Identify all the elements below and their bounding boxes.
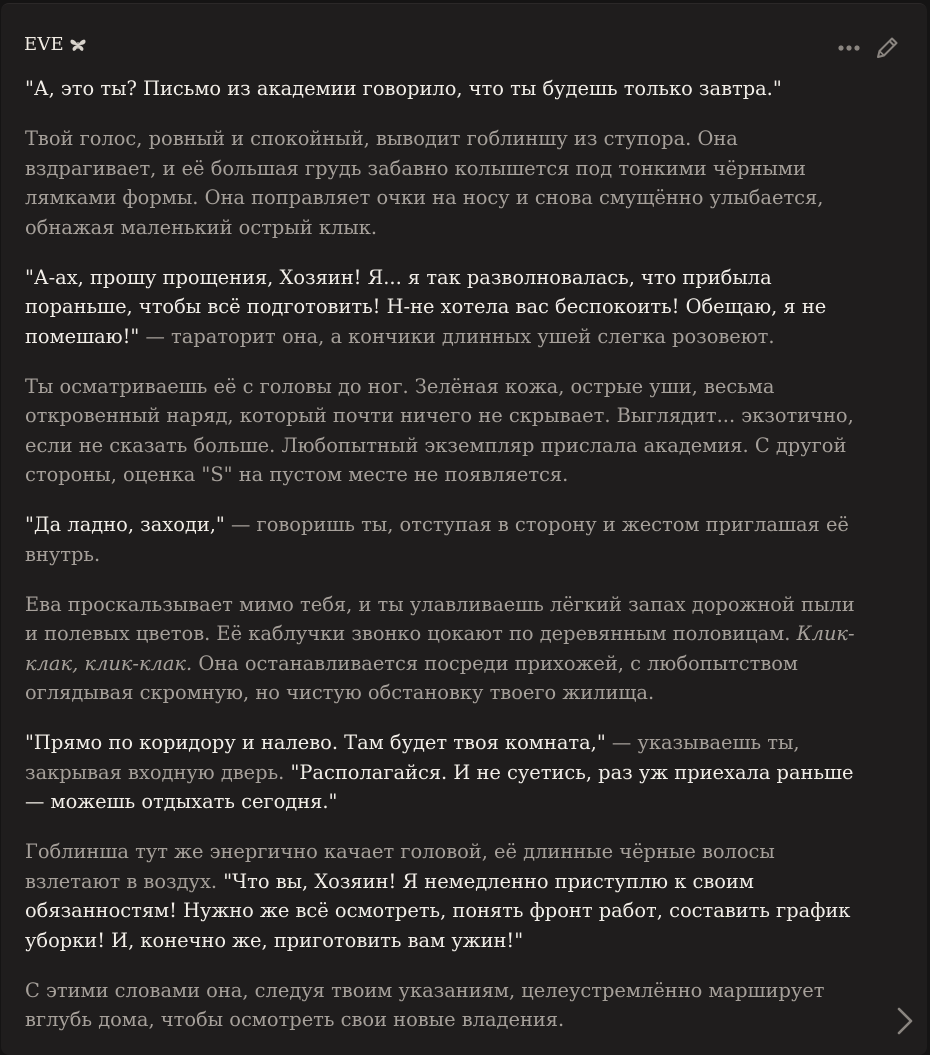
message-card	[1, 3, 927, 1055]
paragraph	[25, 263, 870, 352]
narration-text: Гоблинша тут же энергично качает головой, её длинные чёрные волосы взлетают в воздух.	[25, 840, 775, 893]
narration-text: — тараторит она, а кончики длинных ушей слегка розовеют.	[139, 324, 775, 348]
paragraph	[25, 74, 870, 104]
message-actions	[837, 34, 901, 62]
author-name[interactable]: EVE	[24, 34, 64, 55]
pencil-icon[interactable]	[873, 34, 901, 62]
butterfly-icon	[69, 37, 87, 53]
narration-text: Твой голос, ровный и спокойный, выводит гоблиншу из ступора. Она вздрагивает, и её большая грудь забавно колышется под тонкими чёрными лямками формы. Она поправляет очки на носу и снова смущённо улыбается, обнажая маленький острый клык.	[25, 127, 824, 239]
narration-text: Ты осматриваешь её с головы до ног. Зелёная кожа, острые уши, весьма откровенный наряд, который почти ничего не скрывает. Выглядит... экзотично, если не сказать больше. Любопытный экземпляр прислала академия. С другой стороны, оценка "S" на пустом месте не появляется.	[25, 374, 854, 486]
dialogue-text: "Прямо по коридору и налево. Там будет твоя комната,"	[25, 731, 606, 754]
chevron-right-icon[interactable]	[893, 1004, 917, 1038]
narration-text: С этими словами она, следуя твоим указаниям, целеустремлённо марширует вглубь дома, чтобы осмотреть свои новые владения.	[25, 978, 825, 1031]
paragraph	[25, 728, 870, 817]
paragraph	[25, 590, 870, 708]
paragraph	[25, 976, 870, 1035]
dialogue-text: "Да ладно, заходи,"	[25, 513, 225, 536]
message-body	[25, 74, 870, 1055]
more-options-icon[interactable]	[837, 39, 861, 57]
dialogue-text: "Располагайся. И не суетись, раз уж приехала раньше — можешь отдыхать сегодня."	[25, 760, 854, 813]
paragraph	[25, 124, 870, 242]
narration-text: Она останавливается посреди прихожей, с любопытством оглядывая скромную, но чистую обстановку твоего жилища.	[25, 651, 799, 704]
paragraph	[25, 372, 870, 490]
italic-text: Клик-клак, клик-клак.	[25, 622, 855, 675]
narration-text: Ева проскальзывает мимо тебя, и ты улавливаешь лёгкий запах дорожной пыли и полевых цветов. Её каблучки звонко цокают по деревянным половицам.	[25, 592, 855, 645]
narration-text: — говоришь ты, отступая в сторону и жестом приглашая её внутрь.	[25, 513, 849, 566]
dialogue-text: "Что вы, Хозяин! Я немедленно приступлю к своим обязанностям! Нужно же всё осмотреть, понять фронт работ, составить график уборки! И, конечно же, приготовить вам ужин!"	[25, 869, 851, 952]
dialogue-text: "А, это ты? Письмо из академии говорило, что ты будешь только завтра."	[25, 77, 782, 100]
message-header	[24, 34, 87, 55]
paragraph	[25, 510, 870, 569]
narration-text: — указываешь ты, закрывая входную дверь.	[25, 731, 800, 784]
dialogue-text: "А-ах, прошу прощения, Хозяин! Я... я так разволновалась, что прибыла пораньше, чтобы всё подготовить! Н-не хотела вас беспокоить! Обещаю, я не помешаю!"	[25, 265, 827, 348]
paragraph	[25, 837, 870, 955]
